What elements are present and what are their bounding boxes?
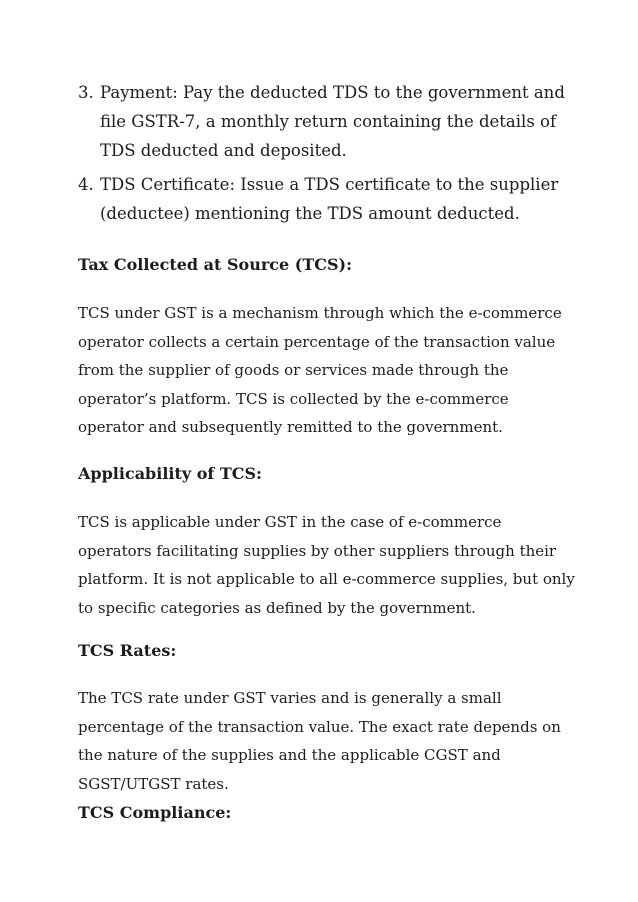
section-heading: Tax Collected at Source (TCS):	[78, 255, 353, 274]
list-text: Payment: Pay the deducted TDS to the government and file GSTR-7, a monthly return containing the details of TDS deducted and deposited.	[100, 83, 565, 160]
section-heading: TCS Rates:	[78, 641, 177, 660]
list-item	[78, 170, 578, 228]
section-paragraph: TCS under GST is a mechanism through which the e-commerce operator collects a certain percentage of the transaction value from the supplier of goods or services made through the operator’s platform. TCS is collected by the e-commerce operator and subsequently remitted to the government.	[78, 304, 562, 437]
section-heading: TCS Compliance:	[78, 803, 232, 822]
section-paragraph: The TCS rate under GST varies and is generally a small percentage of the transaction value. The exact rate depends on the nature of the supplies and the applicable CGST and SGST/UTGST rates.	[78, 689, 561, 793]
section-heading: Applicability of TCS:	[78, 464, 262, 483]
list-item	[78, 78, 578, 165]
list-number: 3.	[78, 83, 94, 102]
list-number: 4.	[78, 175, 94, 194]
list-text: TDS Certificate: Issue a TDS certificate to the supplier (deductee) mentioning the TDS amount deducted.	[100, 175, 559, 223]
section-paragraph: TCS is applicable under GST in the case of e-commerce operators facilitating supplies by other suppliers through their platform. It is not applicable to all e-commerce supplies, but only to specific categories as defined by the government.	[78, 513, 575, 617]
numbered-list	[78, 78, 578, 233]
